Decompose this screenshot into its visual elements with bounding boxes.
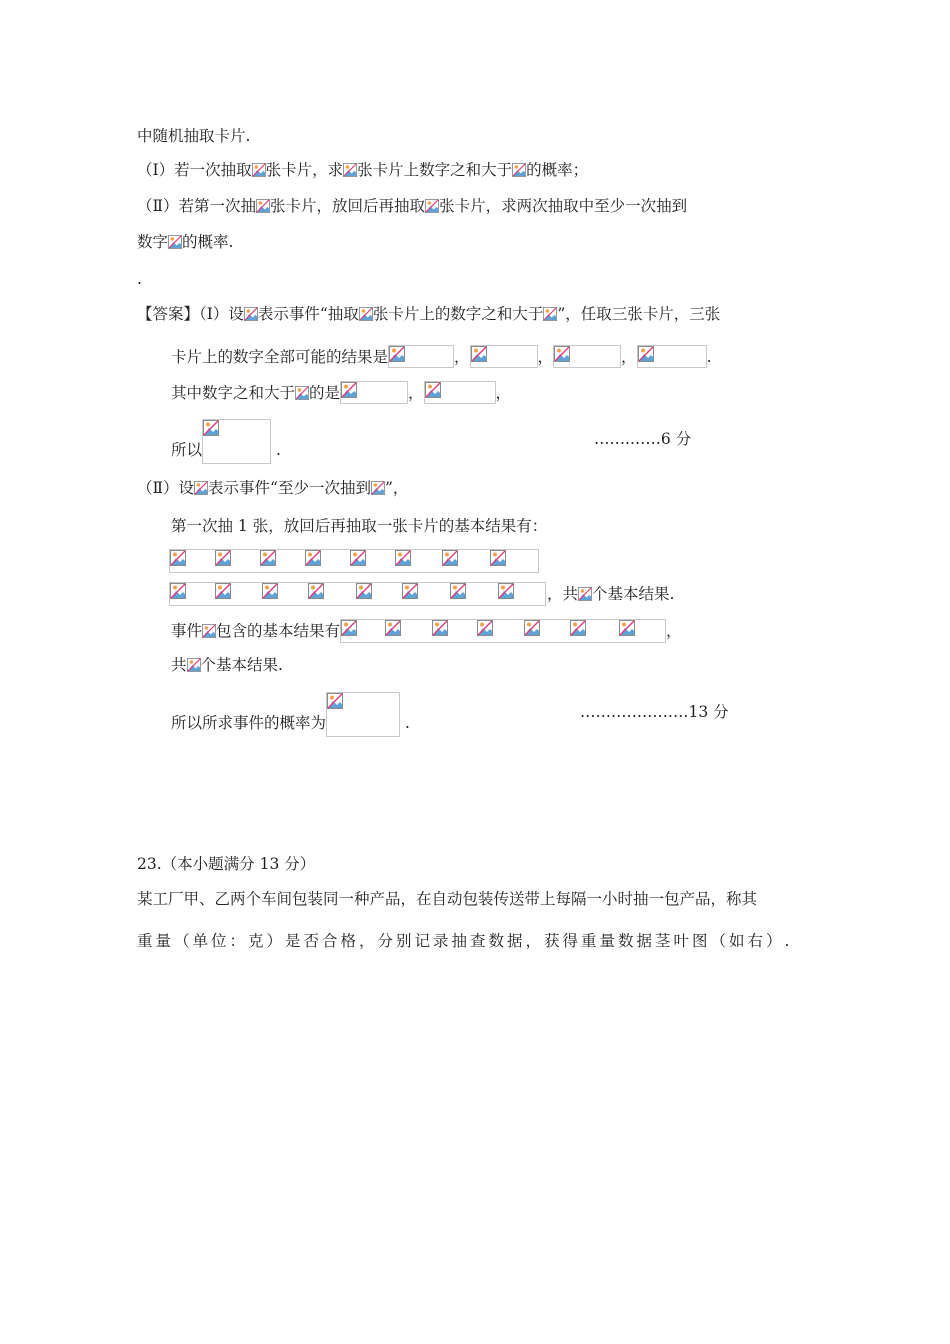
broken-image-icon bbox=[388, 345, 454, 368]
broken-image-icon bbox=[252, 161, 266, 179]
problem-23-line-2: 重量（单位：克）是否合格，分别记录抽查数据，获得重量数据茎叶图（如右）. bbox=[137, 932, 793, 950]
broken-image-icon bbox=[637, 345, 707, 368]
basic-results-count: ，共 个基本结果. bbox=[547, 585, 675, 603]
broken-image-icon bbox=[553, 345, 621, 368]
broken-image-icon bbox=[350, 550, 366, 566]
formula-image bbox=[169, 549, 539, 573]
broken-image-icon bbox=[343, 161, 357, 179]
answer-part-2-line-1: （Ⅱ）设 表示事件“至少一次抽到 ”， bbox=[137, 479, 409, 497]
broken-image-icon bbox=[543, 305, 557, 323]
answer-line-3: 其中数字之和大于 的是 ， ， bbox=[171, 381, 511, 404]
broken-image-icon bbox=[512, 161, 526, 179]
question-part-2-cont: 数字 的概率. bbox=[137, 233, 234, 251]
stray-dot: . bbox=[137, 270, 142, 288]
broken-image-icon bbox=[326, 692, 400, 737]
score-mark-13: …………………13 分 bbox=[580, 703, 729, 721]
answer-line-1: 【答案】（Ⅰ）设 表示事件“抽取 张卡片上的数字之和大于 ”，任取三张卡片，三张 bbox=[137, 305, 721, 323]
broken-image-icon bbox=[490, 550, 506, 566]
broken-image-icon bbox=[244, 305, 258, 323]
broken-image-icon bbox=[359, 305, 373, 323]
broken-image-icon bbox=[202, 419, 271, 464]
broken-image-icon bbox=[168, 233, 182, 251]
broken-image-icon bbox=[260, 550, 276, 566]
broken-image-icon bbox=[578, 585, 592, 603]
answer-line-4: 所以 . bbox=[171, 419, 281, 464]
broken-image-icon bbox=[424, 381, 496, 404]
broken-image-icon bbox=[305, 550, 321, 566]
broken-image-icon bbox=[395, 550, 411, 566]
broken-image-icon bbox=[194, 479, 208, 497]
broken-image-icon bbox=[202, 622, 216, 640]
probability-line: 所以所求事件的概率为 . bbox=[171, 692, 410, 737]
event-results-line: 事件 包含的基本结果有 ， bbox=[171, 619, 682, 643]
broken-image-icon bbox=[256, 197, 270, 215]
question-part-1: （Ⅰ）若一次抽取 张卡片，求 张卡片上数字之和大于 的概率； bbox=[137, 161, 589, 179]
event-results-count: 共 个基本结果. bbox=[171, 656, 283, 674]
broken-image-icon bbox=[295, 384, 309, 402]
formula-image bbox=[340, 619, 666, 643]
problem-intro-line: 中随机抽取卡片. bbox=[137, 127, 251, 145]
broken-image-icon bbox=[187, 656, 201, 674]
broken-image-icon bbox=[215, 550, 231, 566]
broken-image-icon bbox=[340, 381, 408, 404]
broken-image-icon bbox=[371, 479, 385, 497]
problem-23-heading: 23.（本小题满分 13 分） bbox=[137, 855, 316, 873]
broken-image-icon bbox=[442, 550, 458, 566]
formula-image bbox=[169, 582, 546, 606]
answer-line-2: 卡片上的数字全部可能的结果是 ， ， ， . bbox=[171, 345, 712, 368]
problem-23-line-1: 某工厂甲、乙两个车间包装同一种产品，在自动包装传送带上每隔一小时抽一包产品，称其 bbox=[137, 890, 758, 908]
answer-part-2-line-2: 第一次抽 1 张，放回后再抽取一张卡片的基本结果有： bbox=[171, 517, 548, 535]
score-mark-6: …….……6 分 bbox=[594, 430, 692, 448]
broken-image-icon bbox=[470, 345, 538, 368]
broken-image-icon bbox=[425, 197, 439, 215]
question-part-2: （Ⅱ）若第一次抽 张卡片，放回后再抽取 张卡片，求两次抽取中至少一次抽到 bbox=[137, 197, 688, 215]
